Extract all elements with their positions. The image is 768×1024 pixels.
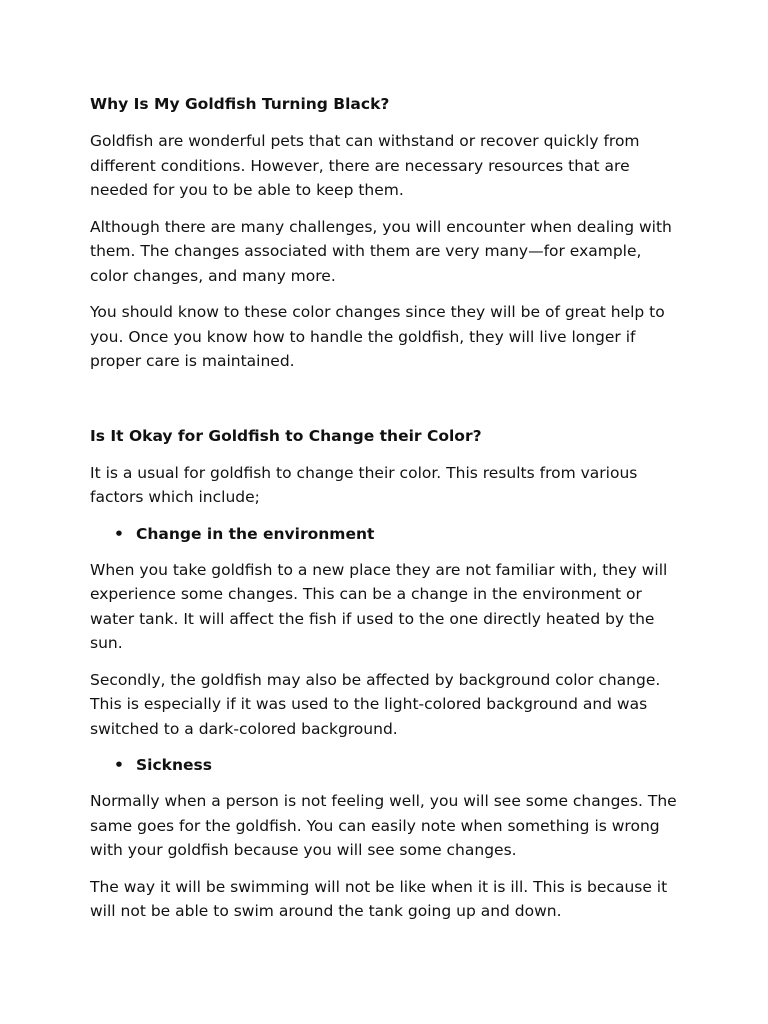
bullet-label: Change in the environment [136,524,375,543]
body-paragraph: Normally when a person is not feeling well, you will see some changes. The same goes for the goldfish. You can easily note when something is wrong with your goldfish because you will see some changes. [90,792,677,859]
bullet-dot-icon: • [114,756,124,774]
intro-paragraph: Although there are many challenges, you will encounter when dealing with them. The changes associated with them are very many—for example, color changes, and many more. [90,217,672,285]
section-lead-paragraph: It is a usual for goldfish to change their color. This results from various factors which include; [90,463,638,506]
body-paragraph: The way it will be swimming will not be like when it is ill. This is because it will not be able to swim around the tank going up and down. [90,877,668,920]
bullet-label: Sickness [136,756,212,774]
section-heading: Is It Okay for Goldfish to Change their Color? [90,426,482,445]
intro-paragraph: You should know to these color changes since they will be of great help to you. Once you know how to handle the goldfish, they will live longer if proper care is maintained. [90,303,665,370]
body-paragraph: When you take goldfish to a new place they are not familiar with, they will experience some changes. This can be a change in the environment or water tank. It will affect the fish if used to the one directly heated by the sun. [90,560,668,652]
intro-paragraph: Goldfish are wonderful pets that can withstand or recover quickly from different conditions. However, there are necessary resources that are needed for you to be able to keep them. [90,132,640,199]
bullet-dot-icon: • [114,524,124,543]
bullet-item-environment [90,522,680,546]
body-paragraph: Secondly, the goldfish may also be affected by background color change. This is especially if it was used to the light-colored background and was switched to a dark-colored background. [90,670,661,738]
article-title: Why Is My Goldfish Turning Black? [90,95,390,113]
bullet-item-sickness [90,753,680,777]
